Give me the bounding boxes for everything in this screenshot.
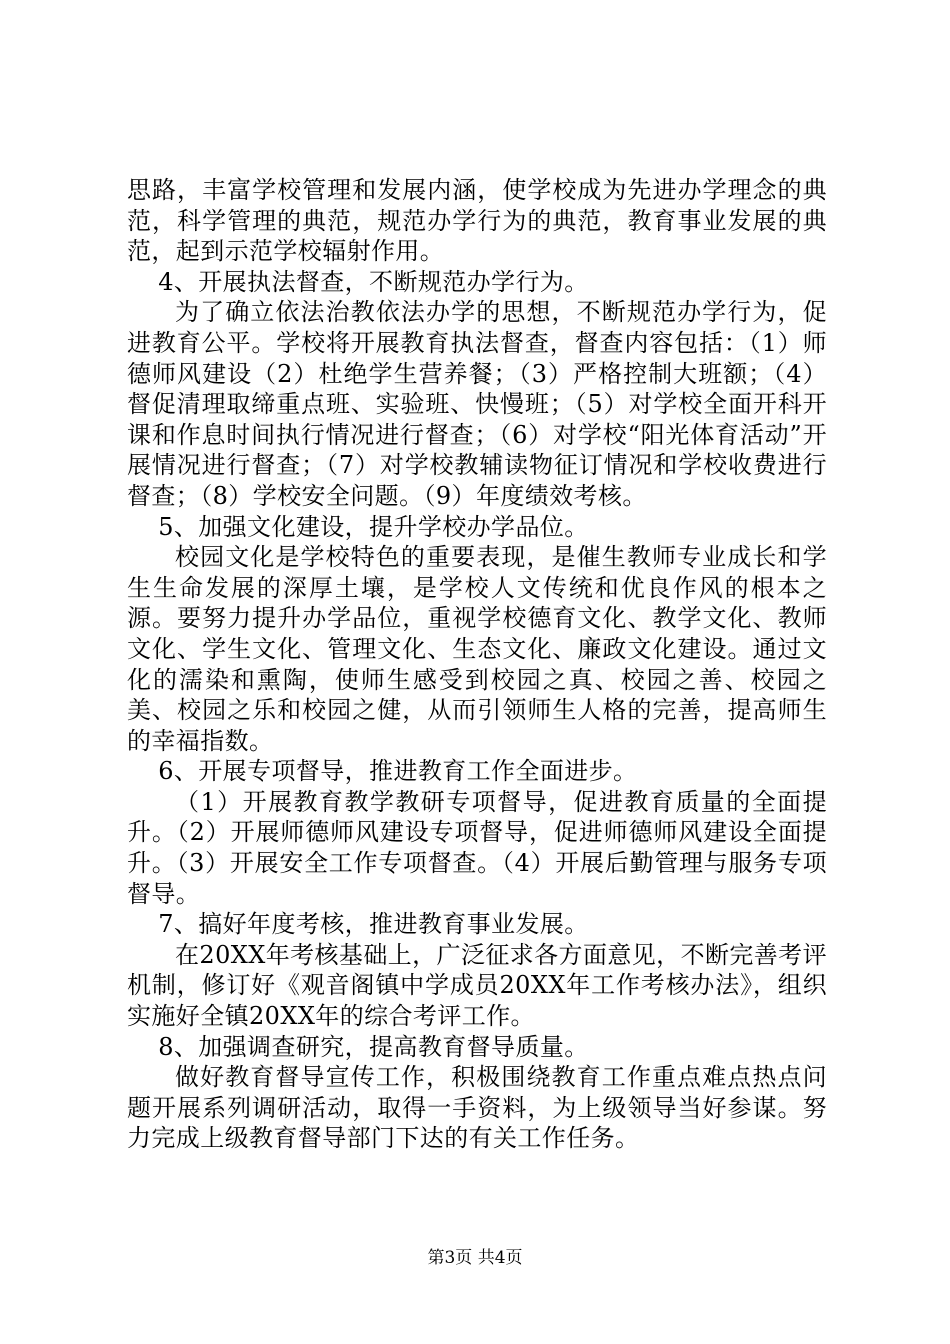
paragraph-campus-culture: 校园文化是学校特色的重要表现，是催生教师专业成长和学生生命发展的深厚土壤，是学校人文传统和优良作风的根本之源。要努力提升办学品位，重视学校德育文化、教学文化、教师文化、学生文化、管理文化、生态文化、廉政文化建设。通过文化的濡染和熏陶，使师生感受到校园之真、校园之善、校园之美、校园之乐和校园之健，从而引领师生人格的完善，提高师生的幸福指数。	[127, 543, 827, 755]
paragraph-research: 做好教育督导宣传工作，积极围绕教育工作重点难点热点问题开展系列调研活动，取得一手资料，为上级领导当好参谋。努力完成上级教育督导部门下达的有关工作任务。	[127, 1063, 827, 1153]
paragraph-continuation: 思路，丰富学校管理和发展内涵，使学校成为先进办学理念的典范，科学管理的典范，规范办学行为的典范，教育事业发展的典范，起到示范学校辐射作用。	[127, 176, 827, 266]
paragraph-annual-assessment: 在20XX年考核基础上，广泛征求各方面意见，不断完善考评机制，修订好《观音阁镇中学成员20XX年工作考核办法》，组织实施好全镇20XX年的综合考评工作。	[127, 940, 827, 1031]
document-body	[127, 175, 827, 1154]
paragraph-special-supervision: （1）开展教育教学教研专项督导，促进教育质量的全面提升。（2）开展师德师风建设专项督导，促进师德师风建设全面提升。（3）开展安全工作专项督查。（4）开展后勤管理与服务专项督导。	[127, 787, 827, 908]
section-heading-5: 5、加强文化建设，提升学校办学品位。	[158, 512, 589, 541]
section-heading-8: 8、加强调查研究，提高教育督导质量。	[158, 1032, 589, 1061]
section-heading-6: 6、开展专项督导，推进教育工作全面进步。	[158, 757, 638, 786]
section-heading-7: 7、搞好年度考核，推进教育事业发展。	[158, 910, 589, 939]
section-heading-4: 4、开展执法督查，不断规范办学行为。	[158, 267, 589, 296]
page-footer: 第3页 共4页	[427, 1248, 523, 1268]
paragraph-law-enforcement: 为了确立依法治教依法办学的思想，不断规范办学行为，促进教育公平。学校将开展教育执法督查，督查内容包括：（1）师德师风建设（2）杜绝学生营养餐；（3）严格控制大班额；（4）督促清理取缔重点班、实验班、快慢班；（5）对学校全面开科开课和作息时间执行情况进行督查；（6）对学校“阳光体育活动”开展情况进行督查；（7）对学校教辅读物征订情况和学校收费进行督查；（8）学校安全问题。（9）年度绩效考核。	[127, 298, 827, 510]
